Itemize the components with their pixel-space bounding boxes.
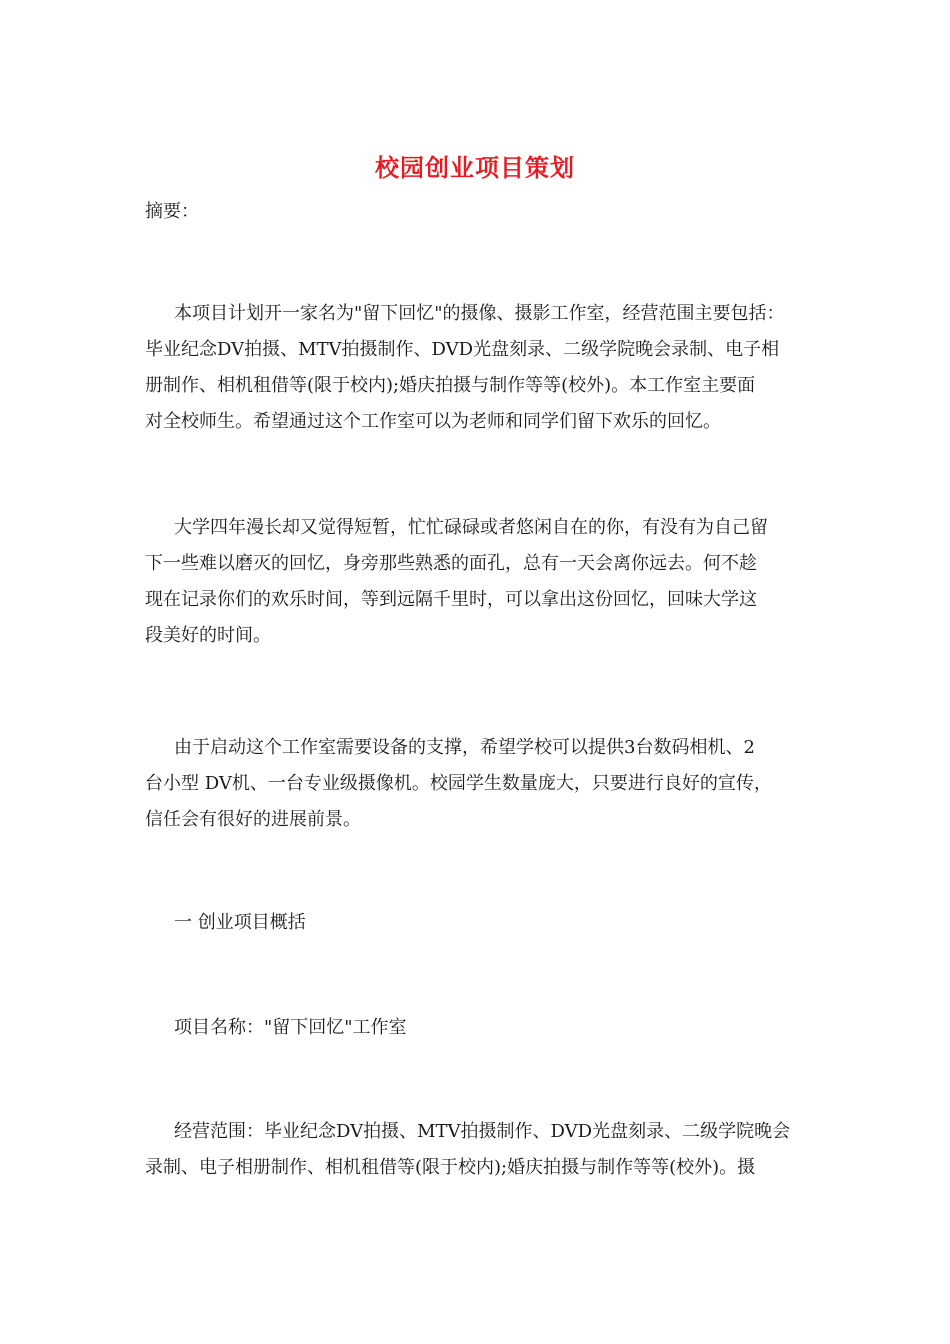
- business-scope-line: 经营范围：毕业纪念DV拍摄、MTV拍摄制作、DVD光盘刻录、二级学院晚会: [174, 1121, 791, 1142]
- business-scope-block: [145, 1114, 810, 1186]
- paragraph-3-line: 台小型 DV机、一台专业级摄像机。校园学生数量庞大，只要进行良好的宣传，: [145, 773, 772, 794]
- paragraph-1-line: 毕业纪念DV拍摄、MTV拍摄制作、DVD光盘刻录、二级学院晚会录制、电子相: [145, 339, 780, 360]
- paragraph-2-line: 现在记录你们的欢乐时间，等到远隔千里时，可以拿出这份回忆，回味大学这: [145, 589, 757, 610]
- paragraph-3-line: 信任会有很好的进展前景。: [145, 809, 361, 830]
- paragraph-1-line: 对全校师生。希望通过这个工作室可以为老师和同学们留下欢乐的回忆。: [145, 411, 721, 432]
- paragraph-2-line: 下一些难以磨灭的回忆，身旁那些熟悉的面孔，总有一天会离你远去。何不趁: [145, 553, 757, 574]
- paragraph-2-line: 段美好的时间。: [145, 625, 271, 646]
- section-heading: 一 创业项目概括: [174, 912, 306, 933]
- paragraph-1: [145, 296, 810, 440]
- section-1-heading-block: [145, 905, 810, 941]
- business-scope-line: 录制、电子相册制作、相机租借等(限于校内);婚庆拍摄与制作等等(校外)。摄: [145, 1157, 756, 1178]
- paragraph-2-line: 大学四年漫长却又觉得短暂，忙忙碌碌或者悠闲自在的你，有没有为自己留: [174, 517, 768, 538]
- project-name: 项目名称："留下回忆"工作室: [174, 1017, 407, 1038]
- project-name-block: [145, 1010, 810, 1046]
- abstract-label-block: [145, 194, 810, 230]
- paragraph-3: [145, 730, 810, 838]
- paragraph-3-line: 由于启动这个工作室需要设备的支撑，希望学校可以提供3台数码相机、2: [174, 737, 755, 758]
- paragraph-1-line: 册制作、相机租借等(限于校内);婚庆拍摄与制作等等(校外)。本工作室主要面: [145, 375, 756, 396]
- paragraph-2: [145, 510, 810, 654]
- document-title: 校园创业项目策划: [375, 153, 575, 182]
- abstract-label: 摘要：: [145, 201, 199, 222]
- paragraph-1-line: 本项目计划开一家名为"留下回忆"的摄像、摄影工作室，经营范围主要包括：: [174, 303, 785, 324]
